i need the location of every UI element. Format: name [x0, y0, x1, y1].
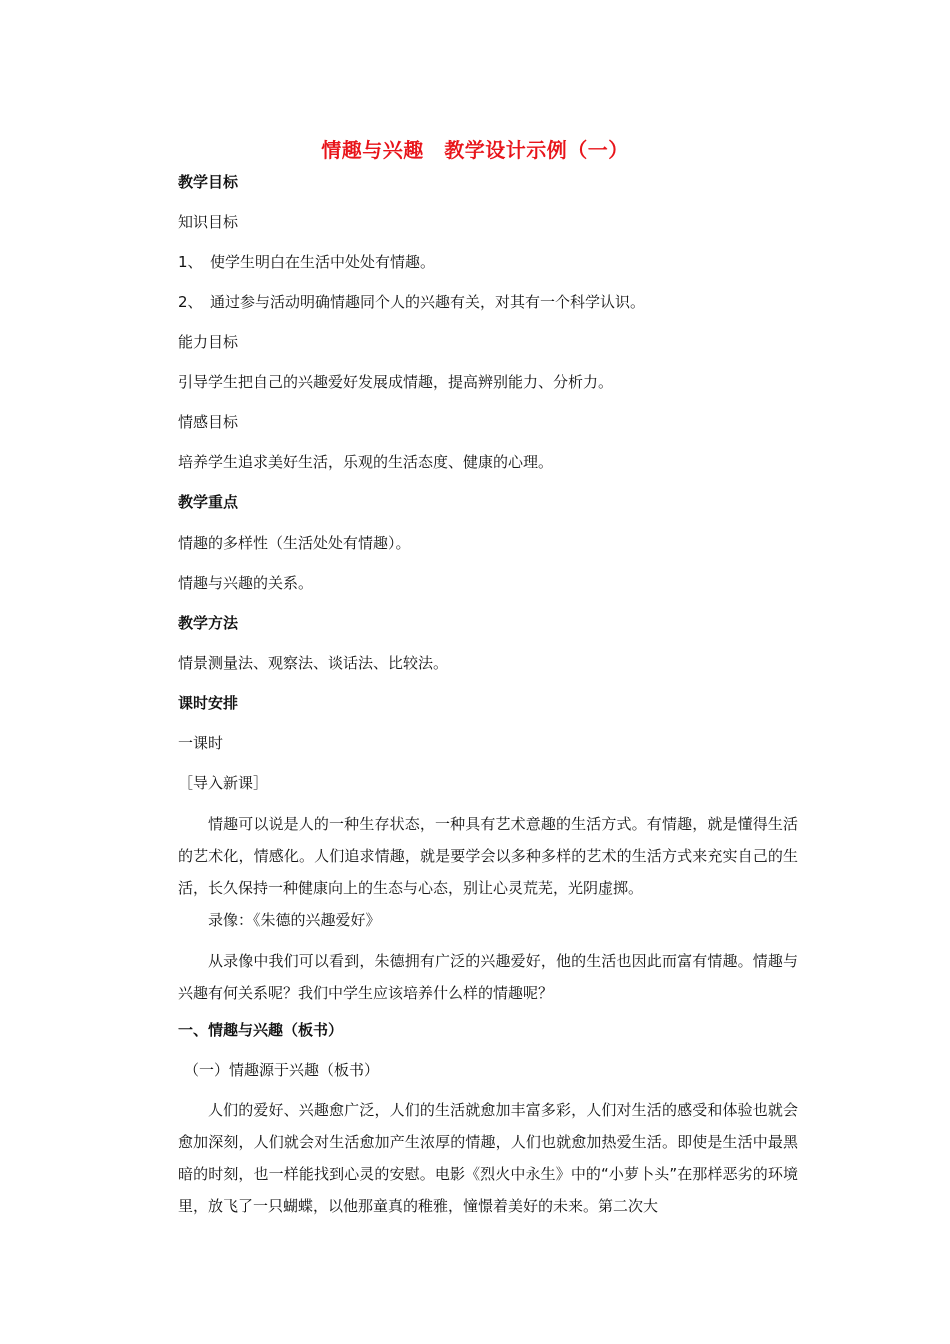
intro-paragraph: 情趣可以说是人的一种生存状态，一种具有艺术意趣的生活方式。有情趣，就是懂得生活的艺术化，情感化。人们追求情趣，就是要学会以多种多样的艺术的生活方式来充实自己的生活，长久保持一种健康向上的生态与心态，别让心灵荒芜，光阴虚掷。 [178, 815, 798, 897]
emotion-text: 培养学生追求美好生活，乐观的生活态度、健康的心理。 [178, 453, 554, 471]
knowledge-item-1: 1、 使学生明白在生活中处处有情趣。 [178, 253, 436, 271]
ability-text: 引导学生把自己的兴趣爱好发展成情趣，提高辨别能力、分析力。 [178, 373, 614, 391]
schedule-heading: 课时安排 [178, 694, 239, 712]
video-line: 录像：《朱德的兴趣爱好》 [208, 911, 381, 929]
video-paragraph: 从录像中我们可以看到，朱德拥有广泛的兴趣爱好，他的生活也因此而富有情趣。情趣与兴趣有何关系呢？我们中学生应该培养什么样的情趣呢？ [178, 952, 798, 1002]
part1-paragraph: 人们的爱好、兴趣愈广泛，人们的生活就愈加丰富多彩，人们对生活的感受和体验也就会愈加深刻，人们就会对生活愈加产生浓厚的情趣，人们也就愈加热爱生活。即使是生活中最黑暗的时刻，也一样能找到心灵的安慰。电影《烈火中永生》中的“小萝卜头”在那样恶劣的环境里，放飞了一只蝴蝶，以他那童真的稚雅，憧憬着美好的未来。第二次大 [178, 1101, 798, 1215]
key-item-1: 情趣的多样性（生活处处有情趣）。 [178, 534, 411, 552]
key-heading: 教学重点 [178, 493, 239, 511]
knowledge-heading: 知识目标 [178, 213, 239, 231]
key-item-2: 情趣与兴趣的关系。 [178, 574, 314, 592]
method-heading: 教学方法 [178, 614, 239, 632]
intro-label: ［导入新课］ [178, 774, 269, 792]
part1-heading: 一、情趣与兴趣（板书） [178, 1021, 344, 1039]
schedule-text: 一课时 [178, 734, 224, 752]
method-text: 情景测量法、观察法、谈话法、比较法。 [178, 654, 449, 672]
emotion-heading: 情感目标 [178, 413, 239, 431]
page-title: 情趣与兴趣 教学设计示例（一） [321, 138, 629, 162]
knowledge-item-2: 2、 通过参与活动明确情趣同个人的兴趣有关，对其有一个科学认识。 [178, 293, 646, 311]
objectives-heading: 教学目标 [178, 173, 239, 191]
ability-heading: 能力目标 [178, 333, 239, 351]
part1-subheading: （一）情趣源于兴趣（板书） [184, 1061, 380, 1079]
